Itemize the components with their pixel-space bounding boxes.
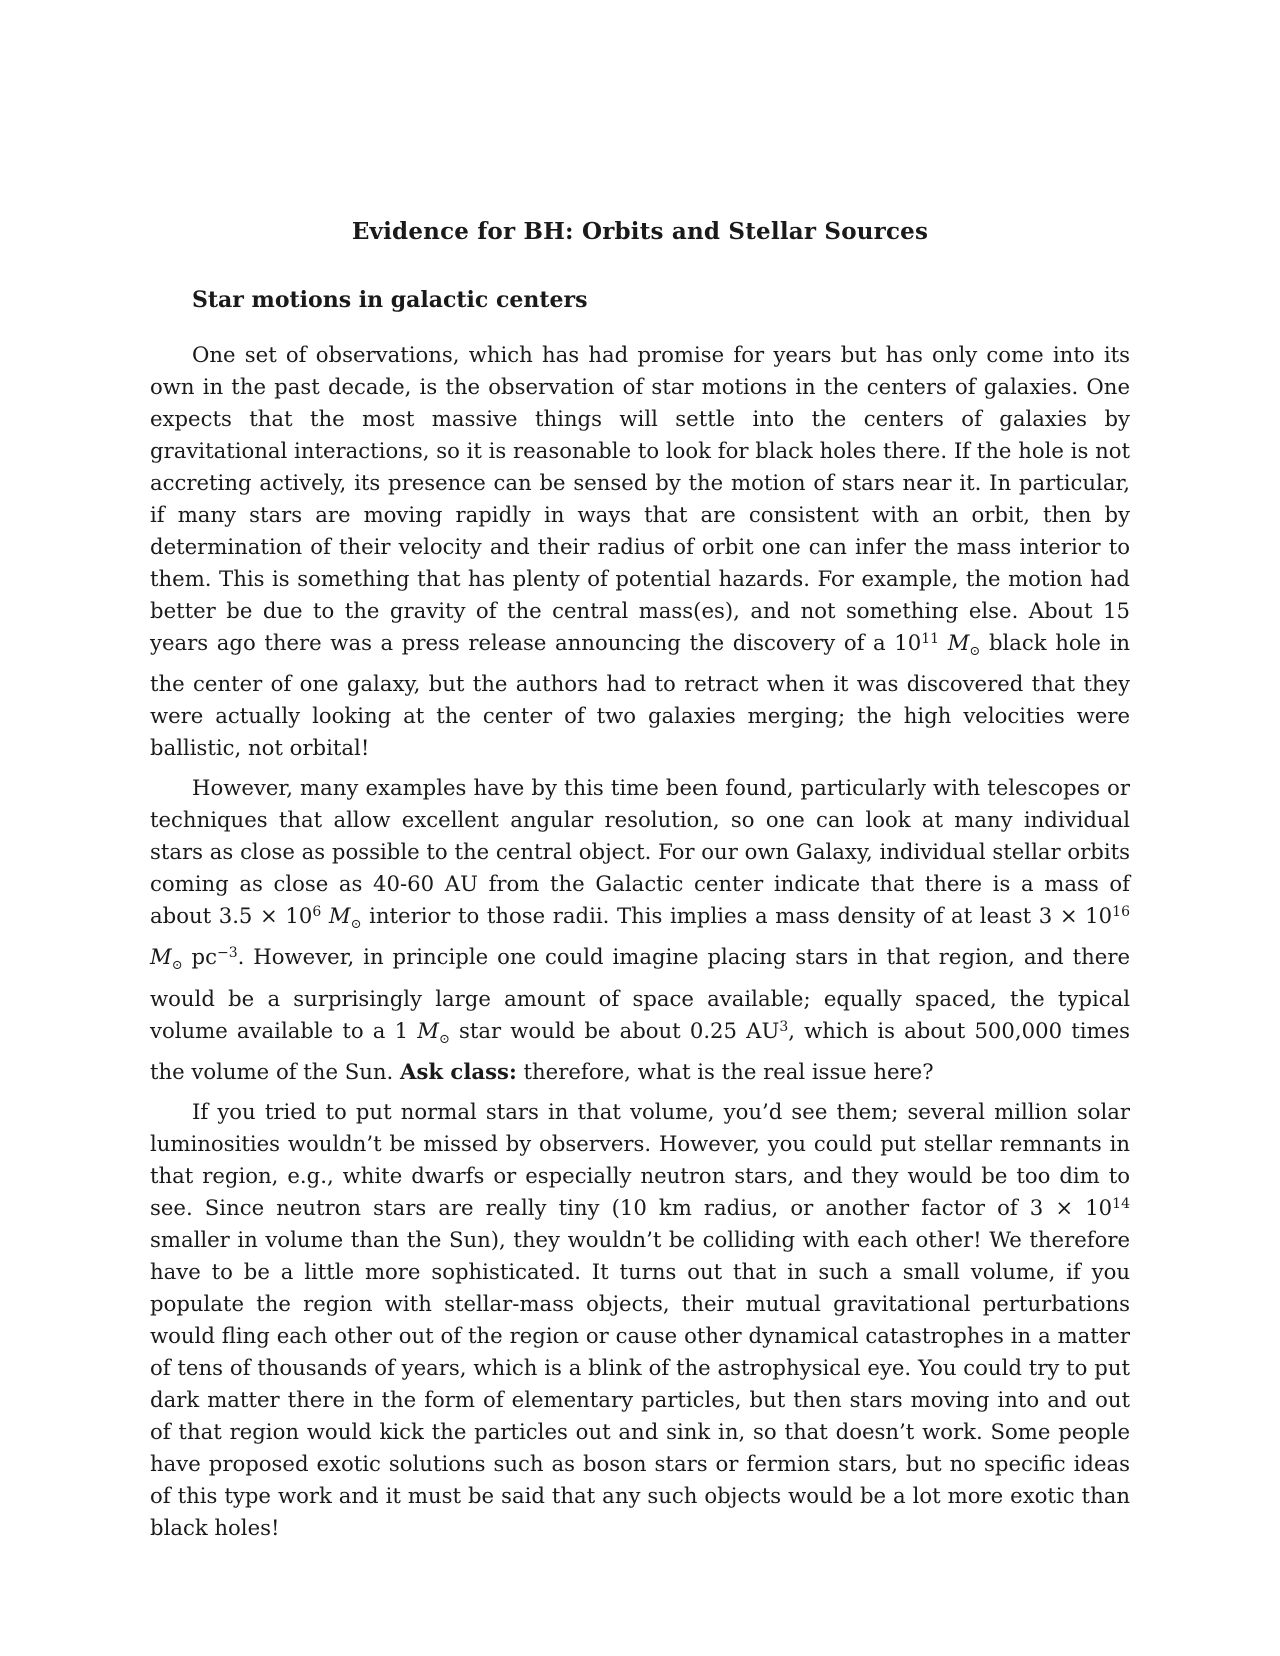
p3-text-a: If you tried to put normal stars in that volume, you’d see them; several million solar luminosities wouldn’t be missed by observers. However, you could put stellar remnants in that region, e.g., white dwarfs or especially neutron stars, and they would be too dim to see. Since neutron stars are really tiny (10 km radius, or another factor of 3 × 10 bbox=[150, 1098, 1130, 1220]
p3-text-b: smaller in volume than the Sun), they wouldn’t be colliding with each other! We therefore have to be a little more sophisticated. It turns out that in such a small volume, if you populate the region with stellar-mass objects, their mutual gravitational perturbations would fling each other out of the region or cause other dynamical catastrophes in a matter of tens of thousands of years, which is a blink of the astrophysical eye. You could try to put dark matter there in the form of elementary particles, but then stars moving into and out of that region would kick the particles out and sink in, so that doesn’t work. Some people have proposed exotic solutions such as boson stars or fermion stars, but no specific ideas of this type work and it must be said that any such objects would be a lot more exotic than black holes! bbox=[150, 1226, 1130, 1540]
solar-mass-symbol: $M_⊙$ bbox=[417, 1017, 450, 1047]
paragraph-2 bbox=[150, 772, 1130, 1088]
p2-exponent-4: 3 bbox=[779, 1018, 789, 1035]
p1-exponent: 11 bbox=[921, 631, 940, 647]
p1-text-b: black hole in the center of one galaxy, but the authors had to retract when it was discovered that they were actually looking at the center of two galaxies merging; the high velocities were ballistic, not orbital! bbox=[150, 630, 1130, 761]
paragraph-1 bbox=[150, 339, 1130, 764]
document-page bbox=[150, 218, 1130, 1552]
p1-text-a: One set of observations, which has had promise for years but has only come into its own in the past decade, is the observation of star motions in the centers of galaxies. One expects that the most massive things will settle into the centers of galaxies by gravitational interactions, so it is reasonable to look for black holes there. If the hole is not accreting actively, its presence can be sensed by the motion of stars near it. In particular, if many stars are moving rapidly in ways that are consistent with an orbit, then by determination of their velocity and their radius of orbit one can infer the mass interior to them. This is something that has plenty of potential hazards. For example, the motion had better be due to the gravity of the central mass(es), and not something else. About 15 years ago there was a press release announcing the discovery of a 10 bbox=[150, 342, 1130, 655]
p2-text-a: However, many examples have by this time been found, particularly with telescopes or techniques that allow excellent angular resolution, so one can look at many individual stars as close as possible to the central object. For our own Galaxy, individual stellar orbits coming as close as 40-60 AU from the Galactic center indicate that there is a mass of about 3.5 × 10 bbox=[150, 775, 1130, 929]
p2-text-d: . However, in principle one could imagine placing stars in that region, and there would be a surprisingly large amount of space available; equally spaced, the typical volume available to a 1 bbox=[150, 944, 1130, 1043]
ask-class-label: Ask class: bbox=[400, 1058, 517, 1084]
section-heading: Star motions in galactic centers bbox=[192, 287, 588, 313]
solar-mass-symbol: $M_⊙$ bbox=[947, 630, 981, 660]
paragraph-3 bbox=[150, 1096, 1130, 1544]
p2-text-e: star would be about 0.25 AU bbox=[449, 1017, 780, 1043]
p2-exponent-3: −3 bbox=[216, 945, 238, 962]
p2-text-b: interior to those radii. This implies a mass density of at least 3 × 10 bbox=[361, 903, 1113, 929]
p2-text-f: , which is about 500,000 times the volume of the Sun. bbox=[150, 1017, 1131, 1084]
p2-text-g: therefore, what is the real issue here? bbox=[516, 1058, 934, 1084]
p2-exponent-2: 16 bbox=[1112, 904, 1130, 921]
p3-exponent: 14 bbox=[1112, 1195, 1130, 1212]
page-title: Evidence for BH: Orbits and Stellar Sources bbox=[351, 218, 929, 245]
p2-text-c: pc bbox=[182, 944, 217, 970]
p2-exponent-1: 6 bbox=[312, 904, 322, 921]
solar-mass-symbol: $M_⊙$ bbox=[328, 903, 362, 933]
solar-mass-symbol: $M_⊙$ bbox=[150, 944, 183, 974]
